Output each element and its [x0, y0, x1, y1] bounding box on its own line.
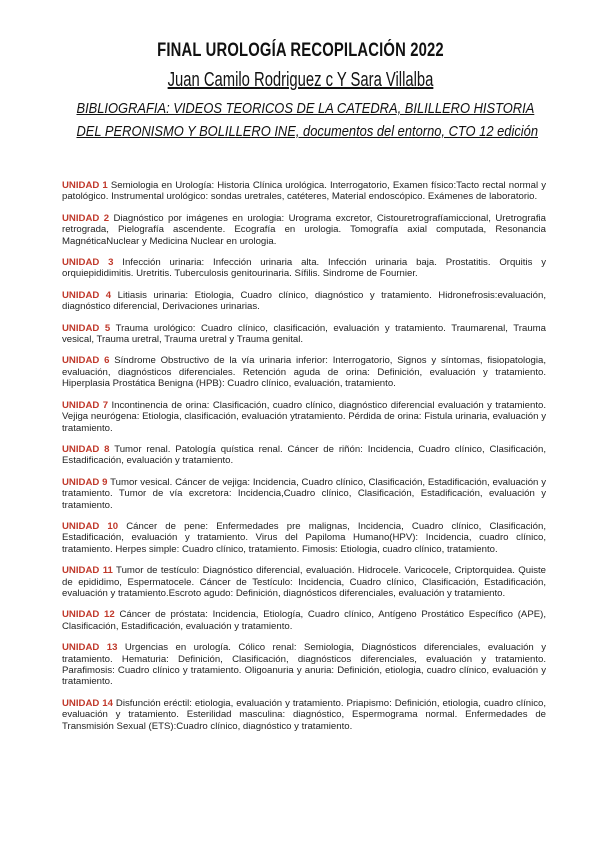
unit-description: Tumor vesical. Cáncer de vejiga: Incidencia, Cuadro clínico, Clasificación, Estadificación, evaluación y tratamiento. Tumor de vía excretora: Incidencia,Cuadro clínico, Clasificación, Estadificación, evaluación y tratamiento.	[62, 476, 546, 511]
bibliography	[40, 97, 561, 143]
unit-item	[62, 565, 546, 599]
unit-label: UNIDAD 10	[62, 520, 119, 532]
unit-item	[62, 642, 546, 688]
unit-item	[62, 609, 546, 632]
unit-label: UNIDAD 8	[62, 443, 110, 455]
unit-label: UNIDAD 14	[62, 697, 113, 709]
unit-label: UNIDAD 13	[62, 642, 118, 654]
unit-label: UNIDAD 1	[62, 180, 108, 191]
unit-label: UNIDAD 9	[62, 476, 108, 488]
unit-item	[62, 400, 546, 434]
unit-item	[62, 290, 546, 313]
unit-label: UNIDAD 7	[62, 399, 109, 411]
unit-label: UNIDAD 5	[62, 322, 111, 334]
unit-item	[62, 698, 546, 732]
unit-item	[62, 213, 546, 247]
unit-item	[62, 521, 546, 555]
unit-item	[62, 477, 546, 511]
unit-description: Litiasis urinaria: Etiologia, Cuadro clínico, diagnóstico y tratamiento. Hidronefrosis:evaluación, diagnóstico diferencial, Derivaciones urinarias.	[62, 289, 546, 313]
authors-line: Juan Camilo Rodriguez c Y Sara Villalba	[167, 69, 434, 91]
unit-description: Urgencias en urología. Cólico renal: Semiologia, Diagnósticos diferenciales, evaluación y tratamiento. Hematuria: Definición, Clasificación, diagnósticos diferenciales, evaluación y tratamiento. Parafimosis: Cuadro clínico y tratamiento. Oligoanuria y anuria: Definición, etiologia, cuadro clínico, evaluación y tratamiento.	[62, 642, 546, 688]
unit-label: UNIDAD 6	[62, 355, 110, 367]
unit-label: UNIDAD 2	[62, 212, 110, 224]
unit-label: UNIDAD 11	[62, 565, 113, 577]
document-title: FINAL UROLOGÍA RECOPILACIÓN 2022	[157, 40, 444, 61]
unit-item	[62, 180, 546, 203]
unit-description: Síndrome Obstructivo de la vía urinaria inferior: Interrogatorio, Signos y síntomas, fisiopatologia, evaluación, diagnósticos diferenciales. Retención aguda de orina: Definición, evaluación y tratamiento. Hiperplasia Prostática Benigna (HPB): Cuadro clínico, evaluación, tratamiento.	[62, 355, 546, 390]
unit-description: Semiologia en Urología: Historia Clínica urológica. Interrogatorio, Examen físico:Tacto rectal normal y patológico. Instrumental urológico: sondas uretrales, catéteres, Material endoscópico. Exámenes de laboratorio.	[62, 180, 546, 203]
unit-description: Incontinencia de orina: Clasificación, cuadro clínico, diagnóstico diferencial evaluación y tratamiento. Vejiga neurógena: Etiologia, clasificación, evaluación ytratamiento. Pérdida de orina: Fistula urinaria, evaluación y tratamiento.	[62, 399, 546, 434]
unit-description: Infección urinaria: Infección urinaria alta. Infección urinaria baja. Prostatitis. Orquitis y orquiepididimitis. Uretritis. Tuberculosis genitourinaria. Sífilis. Sindrome de Fournier.	[62, 257, 546, 280]
unit-description: Diagnóstico por imágenes en urologia: Urograma excretor, Cistouretrografíamiccional, Uretrografia retrograda, Pielografía ascendente. Ecografía en urologia. Tomografía axial computada, Resonancia MagnéticaNuclear y Medicina Nuclear en urologia.	[62, 212, 546, 247]
unit-item	[62, 355, 546, 389]
unit-description: Disfunción eréctil: etiologia, evaluación y tratamiento. Priapismo: Definición, etiologia, cuadro clínico, evaluación y tratamiento. Esterilidad masculina: diagnóstico, Espermograma normal. Enfermedades de Transmisión Sexual (ETS):Cuadro clínico, diagnóstico y tratamiento.	[62, 697, 546, 732]
unit-label: UNIDAD 3	[62, 257, 114, 269]
unit-item	[62, 257, 546, 280]
unit-label: UNIDAD 12	[62, 609, 115, 621]
unit-description: Tumor renal. Patología quística renal. Cáncer de riñón: Incidencia, Cuadro clínico, Clasificación, Estadificación, evaluación y tratamiento.	[62, 443, 547, 467]
unit-description: Trauma urológico: Cuadro clínico, clasificación, evaluación y tratamiento. Traumarenal, Trauma vesical, Trauma uretral, Trauma uretral y Trauma genital.	[62, 322, 546, 346]
unit-item	[62, 323, 546, 346]
bibliography-line-1: BIBLIOGRAFIA: VIDEOS TEORICOS DE LA CATEDRA, BILILLERO HISTORIA	[76, 100, 535, 117]
unit-description: Cáncer de próstata: Incidencia, Etiología, Cuadro clínico, Antígeno Prostático Específico (APE), Clasificación, Estadificación, evaluación y tratamiento.	[62, 609, 546, 632]
unit-description: Tumor de testículo: Diagnóstico diferencial, evaluación. Hidrocele. Varicocele, Criptorquidea. Quiste de epididimo, Espermatocele. Cáncer de Testículo: Incidencia, Cuadro clínico, Clasificación, Estadificación, evaluación y tratamiento.Escroto agudo: Definición, diagnósticos diferenciales, evaluación y tratamiento.	[62, 565, 546, 599]
units-list	[62, 180, 546, 742]
unit-label: UNIDAD 4	[62, 289, 112, 301]
unit-item	[62, 444, 546, 467]
bibliography-line-2: DEL PERONISMO Y BOLILLERO INE, documentos del entorno, CTO 12 edición	[76, 123, 538, 140]
unit-description: Cáncer de pene: Enfermedades pre malignas, Incidencia, Cuadro clínico, Clasificación, Estadificación, evaluación y tratamiento. Virus del Papiloma Humano(HPV): Incidencia, cuadro clínico, tratamiento. Herpes simple: Cuadro clínico, tratamiento. Fimosis: Etiologia, cuadro clínico, tratamiento.	[62, 520, 546, 555]
